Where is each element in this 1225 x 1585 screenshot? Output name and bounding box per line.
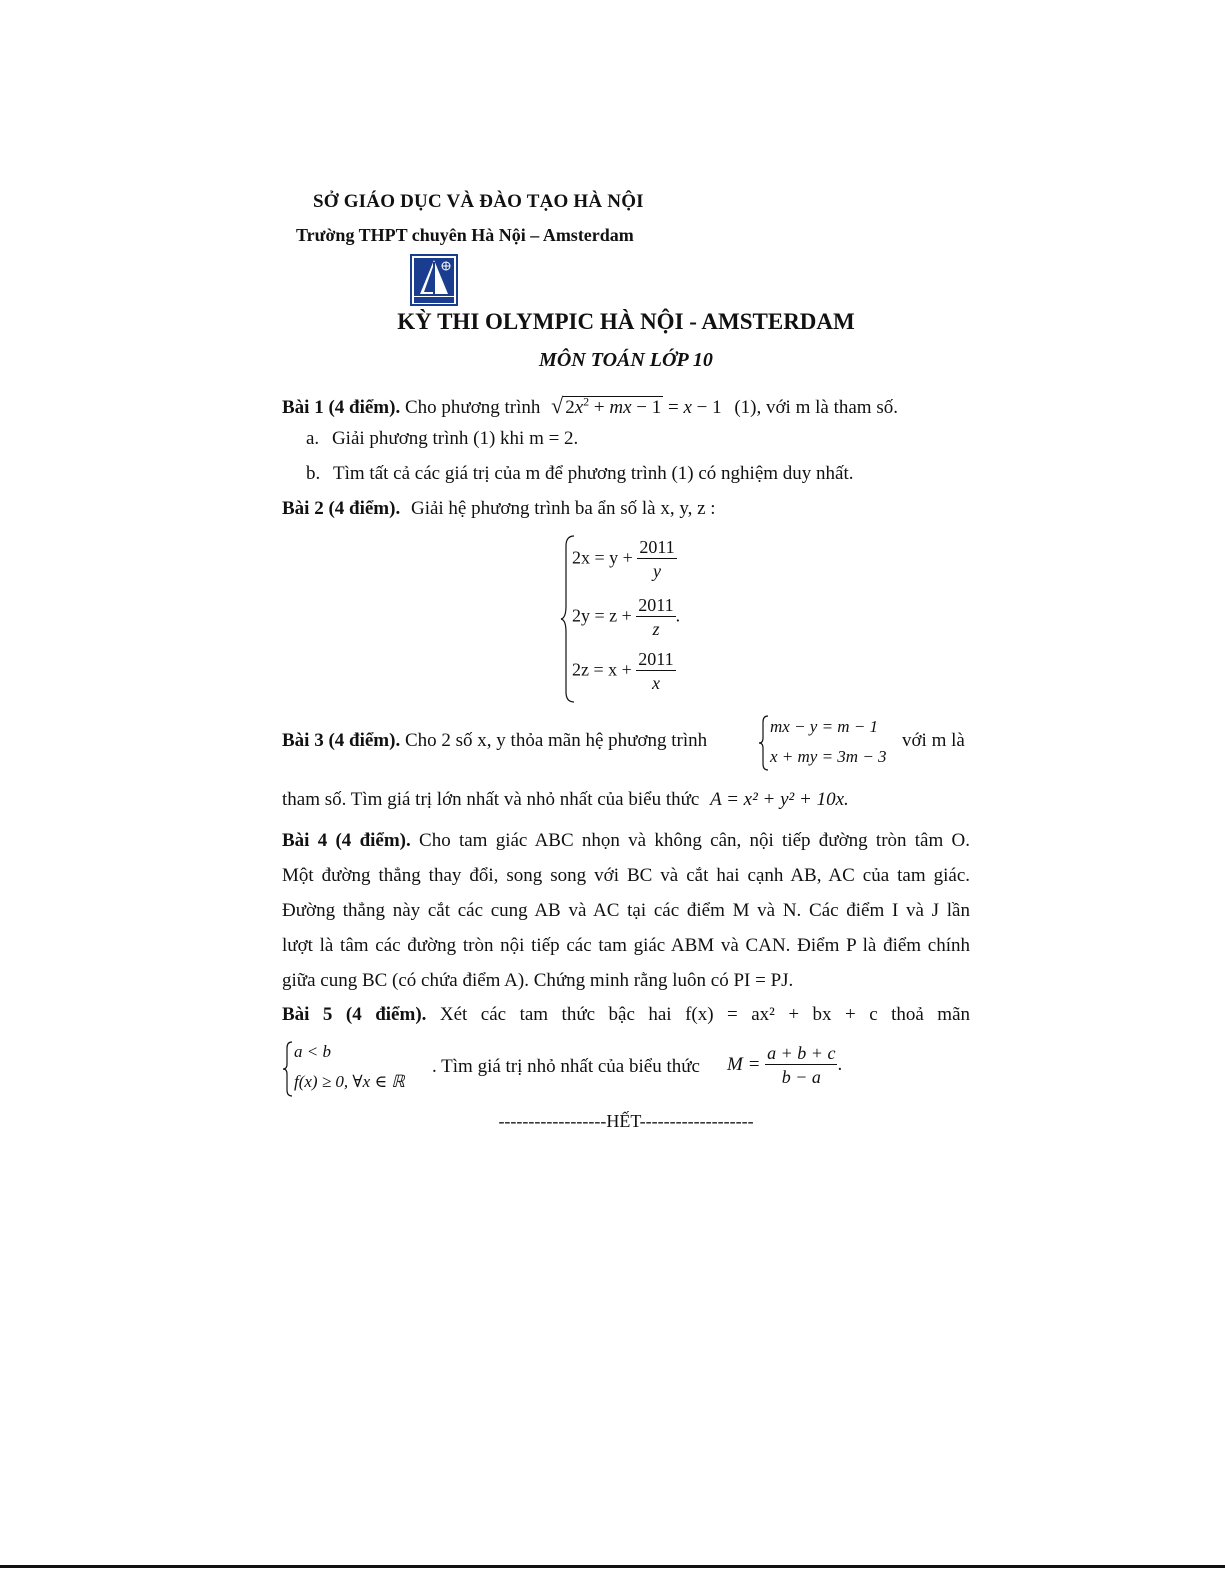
problem-1b-text: Tìm tất cả các giá trị của m để phương trình (1) có nghiệm duy nhất.	[333, 463, 854, 484]
problem-1b	[306, 463, 854, 485]
problem-3-line-2-text: tham số. Tìm giá trị lớn nhất và nhỏ nhất của biểu thức	[282, 789, 700, 810]
row-2-fraction	[636, 594, 675, 641]
problem-5-lhs: M =	[727, 1053, 761, 1075]
problem-2-heading: Bài 2 (4 điểm).	[282, 498, 401, 519]
exam-title: KỲ THI OLYMPIC HÀ NỘI - AMSTERDAM	[397, 309, 855, 334]
problem-4-line-5: giữa cung BC (có chứa điểm A). Chứng minh rằng luôn có PI = PJ.	[282, 970, 794, 991]
row-1-lhs: 2x = y +	[572, 547, 633, 568]
problem-5-line-1-text: Xét các tam thức bậc hai f(x) = ax² + bx + c thoả mãn	[439, 1004, 970, 1025]
row-3-numerator: 2011	[638, 649, 674, 669]
problem-1a-marker: a.	[306, 428, 320, 449]
problem-3-expression: A = x² + y² + 10x.	[710, 789, 849, 810]
system-row-3	[572, 648, 676, 695]
problem-3-heading: Bài 3 (4 điểm).	[282, 730, 401, 751]
problem-1b-marker: b.	[306, 463, 321, 484]
problem-5-text: . Tìm giá trị nhỏ nhất của biểu thức	[432, 1056, 700, 1077]
row-2-lhs: 2y = z +	[572, 605, 632, 626]
end-mark: ------------------HẾT-------------------	[498, 1111, 754, 1131]
problem-4-line-2: Một đường thẳng thay đổi, song song với BC và cắt hai cạnh AB, AC của tam giác.	[282, 865, 970, 886]
problem-3-statement	[282, 730, 707, 752]
problem-4	[282, 823, 970, 998]
problem-5-condition-2: f(x) ≥ 0, ∀x ∈ ℝ	[294, 1072, 405, 1091]
problem-1a-text: Giải phương trình (1) khi m = 2.	[331, 428, 579, 449]
problem-5-line-1	[282, 997, 970, 1032]
brace-icon	[282, 1040, 294, 1098]
problem-3-system	[758, 714, 898, 772]
problem-5-denominator: b − a	[781, 1067, 821, 1087]
row-2-denominator: z	[652, 619, 660, 639]
problem-1-intro: Cho phương trình	[404, 397, 541, 418]
problem-1-equation: √ $2x^2$ + mx − 1 = x − 1	[551, 393, 722, 418]
problem-3-row-1: mx − y = m − 1	[770, 717, 879, 736]
problem-1a	[306, 428, 578, 450]
problem-3-text: Cho 2 số x, y thỏa mãn hệ phương trình	[404, 730, 708, 751]
row-1-denominator: y	[652, 561, 661, 581]
problem-5-numerator: a + b + c	[767, 1043, 836, 1063]
problem-4-line-1	[282, 823, 970, 858]
problem-5-fraction	[765, 1042, 837, 1089]
problem-5-expression: M = $\frac{a + b + c}{b - a}$ .	[727, 1043, 843, 1087]
problem-5	[282, 997, 970, 1032]
problem-3-tail: với m là	[902, 730, 965, 751]
exam-subtitle: MÔN TOÁN LỚP 10	[539, 349, 713, 371]
system-row-1	[572, 536, 677, 583]
school-name: Trường THPT chuyên Hà Nội – Amsterdam	[296, 225, 634, 245]
row-3-fraction	[636, 648, 675, 695]
problem-4-heading: Bài 4 (4 điểm).	[282, 830, 411, 851]
problem-5-heading: Bài 5 (4 điểm).	[282, 1004, 427, 1025]
problem-2-system	[560, 534, 700, 704]
problem-2-statement	[282, 498, 716, 520]
problem-4-line-1-text: Cho tam giác ABC nhọn và không cân, nội tiếp đường tròn tâm O.	[419, 830, 971, 851]
problem-5-condition-1: a < b	[294, 1042, 331, 1061]
problem-1-statement	[282, 393, 898, 419]
problem-3-line-2	[282, 789, 849, 811]
brace-icon	[758, 714, 770, 772]
school-logo	[410, 254, 458, 306]
problem-4-line-3: Đường thẳng này cắt các cung AB và AC tại các điểm M và N. Các điểm I và J lần	[282, 900, 970, 921]
system-row-2: 2y = z + $\frac{2011}{z}$ .	[572, 595, 681, 639]
row-1-fraction	[637, 536, 676, 583]
school-logo-graphic	[410, 254, 458, 306]
row-1-numerator: 2011	[639, 537, 675, 557]
problem-5-conditions	[282, 1040, 442, 1098]
row-2-numerator: 2011	[638, 595, 674, 615]
problem-1-heading: Bài 1 (4 điểm).	[282, 397, 401, 418]
row-3-denominator: x	[651, 673, 660, 693]
row-3-lhs: 2z = x +	[572, 659, 632, 680]
page-bottom-border	[0, 1565, 1225, 1568]
department-name: SỞ GIÁO DỤC VÀ ĐÀO TẠO HÀ NỘI	[313, 191, 644, 212]
problem-4-line-4: lượt là tâm các đường tròn nội tiếp các tam giác ABM và CAN. Điểm P là điểm chính	[282, 935, 970, 956]
problem-1-tail: (1), với m là tham số.	[734, 397, 898, 418]
problem-2-text: Giải hệ phương trình ba ẩn số là x, y, z :	[410, 498, 716, 519]
problem-3-row-2: x + my = 3m − 3	[770, 747, 887, 766]
